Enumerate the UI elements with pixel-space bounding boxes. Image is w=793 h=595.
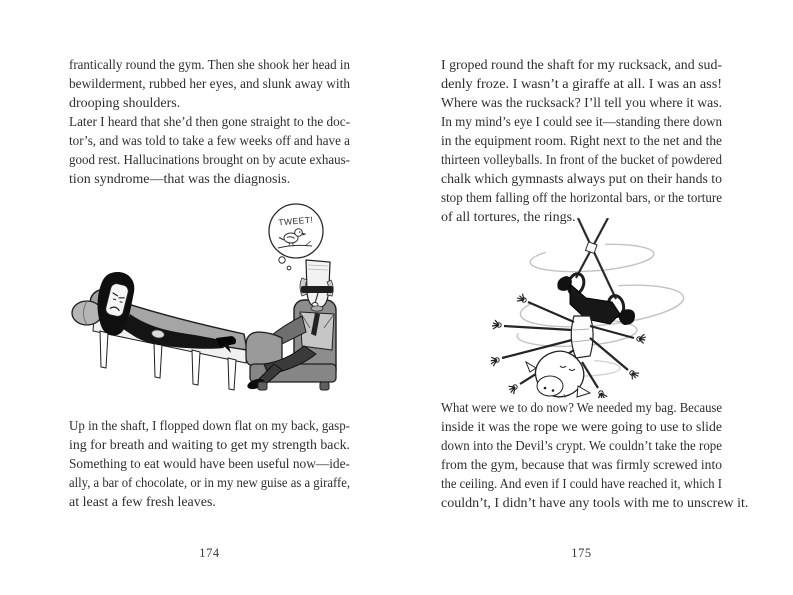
text-line: tion syndrome—that was the diagnosis.	[69, 172, 291, 187]
tweet-text: TWEET!	[277, 214, 314, 228]
text-line: Up in the shaft, I flopped down flat on my back, gasp-	[69, 419, 350, 434]
mustache	[311, 306, 323, 311]
text-line: ally, a bar of chocolate, or in my new guise as a giraffe,	[69, 476, 350, 491]
text-line: denly froze. I wasn’t a giraffe at all. I was an ass!	[441, 77, 722, 92]
text-line: Later I heard that she’d then gone straight to the doc-	[69, 115, 350, 130]
text-line: in the equipment room. Right next to the net and the	[441, 134, 722, 149]
text-line: chalk which gymnasts always put on their hands to	[441, 172, 722, 187]
text-line: tor’s, and was told to take a few weeks off and have a	[69, 134, 350, 149]
text-line: ing for breath and waiting to get my strength back.	[69, 438, 350, 453]
patient	[98, 272, 237, 353]
right-page-bottom-paragraph	[441, 399, 749, 513]
right-page-number: 175	[571, 546, 592, 560]
text-line: inside it was the rope we were going to use to slide	[441, 420, 722, 435]
text-line: bewilderment, rubbed her eyes, and slunk away with	[69, 77, 350, 92]
thought-bubble	[269, 204, 323, 270]
therapy-scene-illustration	[60, 196, 392, 396]
text-line: couldn’t, I didn’t have any tools with me to unscrew it.	[441, 496, 749, 511]
left-page-top-paragraphs	[69, 56, 350, 189]
hanging-character	[489, 276, 647, 398]
text-line: good rest. Hallucinations brought on by acute exhaus-	[69, 153, 350, 168]
text-line: thirteen volleyballs. In front of the bucket of powdered	[441, 153, 722, 168]
text-line: What were we to do now? We needed my bag. Because	[441, 401, 722, 416]
text-line: Where was the rucksack? I’ll tell you where it was.	[441, 96, 722, 111]
text-line: Something to eat would have been useful now—ide-	[69, 457, 350, 472]
text-line: I groped round the shaft for my rucksack, and sud-	[441, 58, 722, 73]
left-page-bottom-paragraph	[69, 417, 350, 512]
text-line: In my mind’s eye I could see it—standing there down	[441, 115, 722, 130]
upside-down-head	[526, 351, 590, 398]
text-line: the ceiling. And even if I could have reached it, which I	[441, 477, 722, 492]
rings-spinning-illustration	[462, 218, 742, 398]
text-line: down into the Devil’s crypt. We couldn’t take the rope	[441, 439, 722, 454]
glasses	[301, 286, 333, 293]
text-line: frantically round the gym. Then she shook her head in	[69, 58, 350, 73]
right-page-top-paragraph	[441, 56, 722, 227]
text-line: stop them falling off the horizontal bars, or the torture	[441, 191, 722, 206]
left-page-number: 174	[199, 546, 220, 560]
text-line: of all tortures, the rings.	[441, 210, 576, 225]
text-line: from the gym, because that was firmly screwed into	[441, 458, 722, 473]
text-line: at least a few fresh leaves.	[69, 495, 216, 510]
text-line: drooping shoulders.	[69, 96, 181, 111]
